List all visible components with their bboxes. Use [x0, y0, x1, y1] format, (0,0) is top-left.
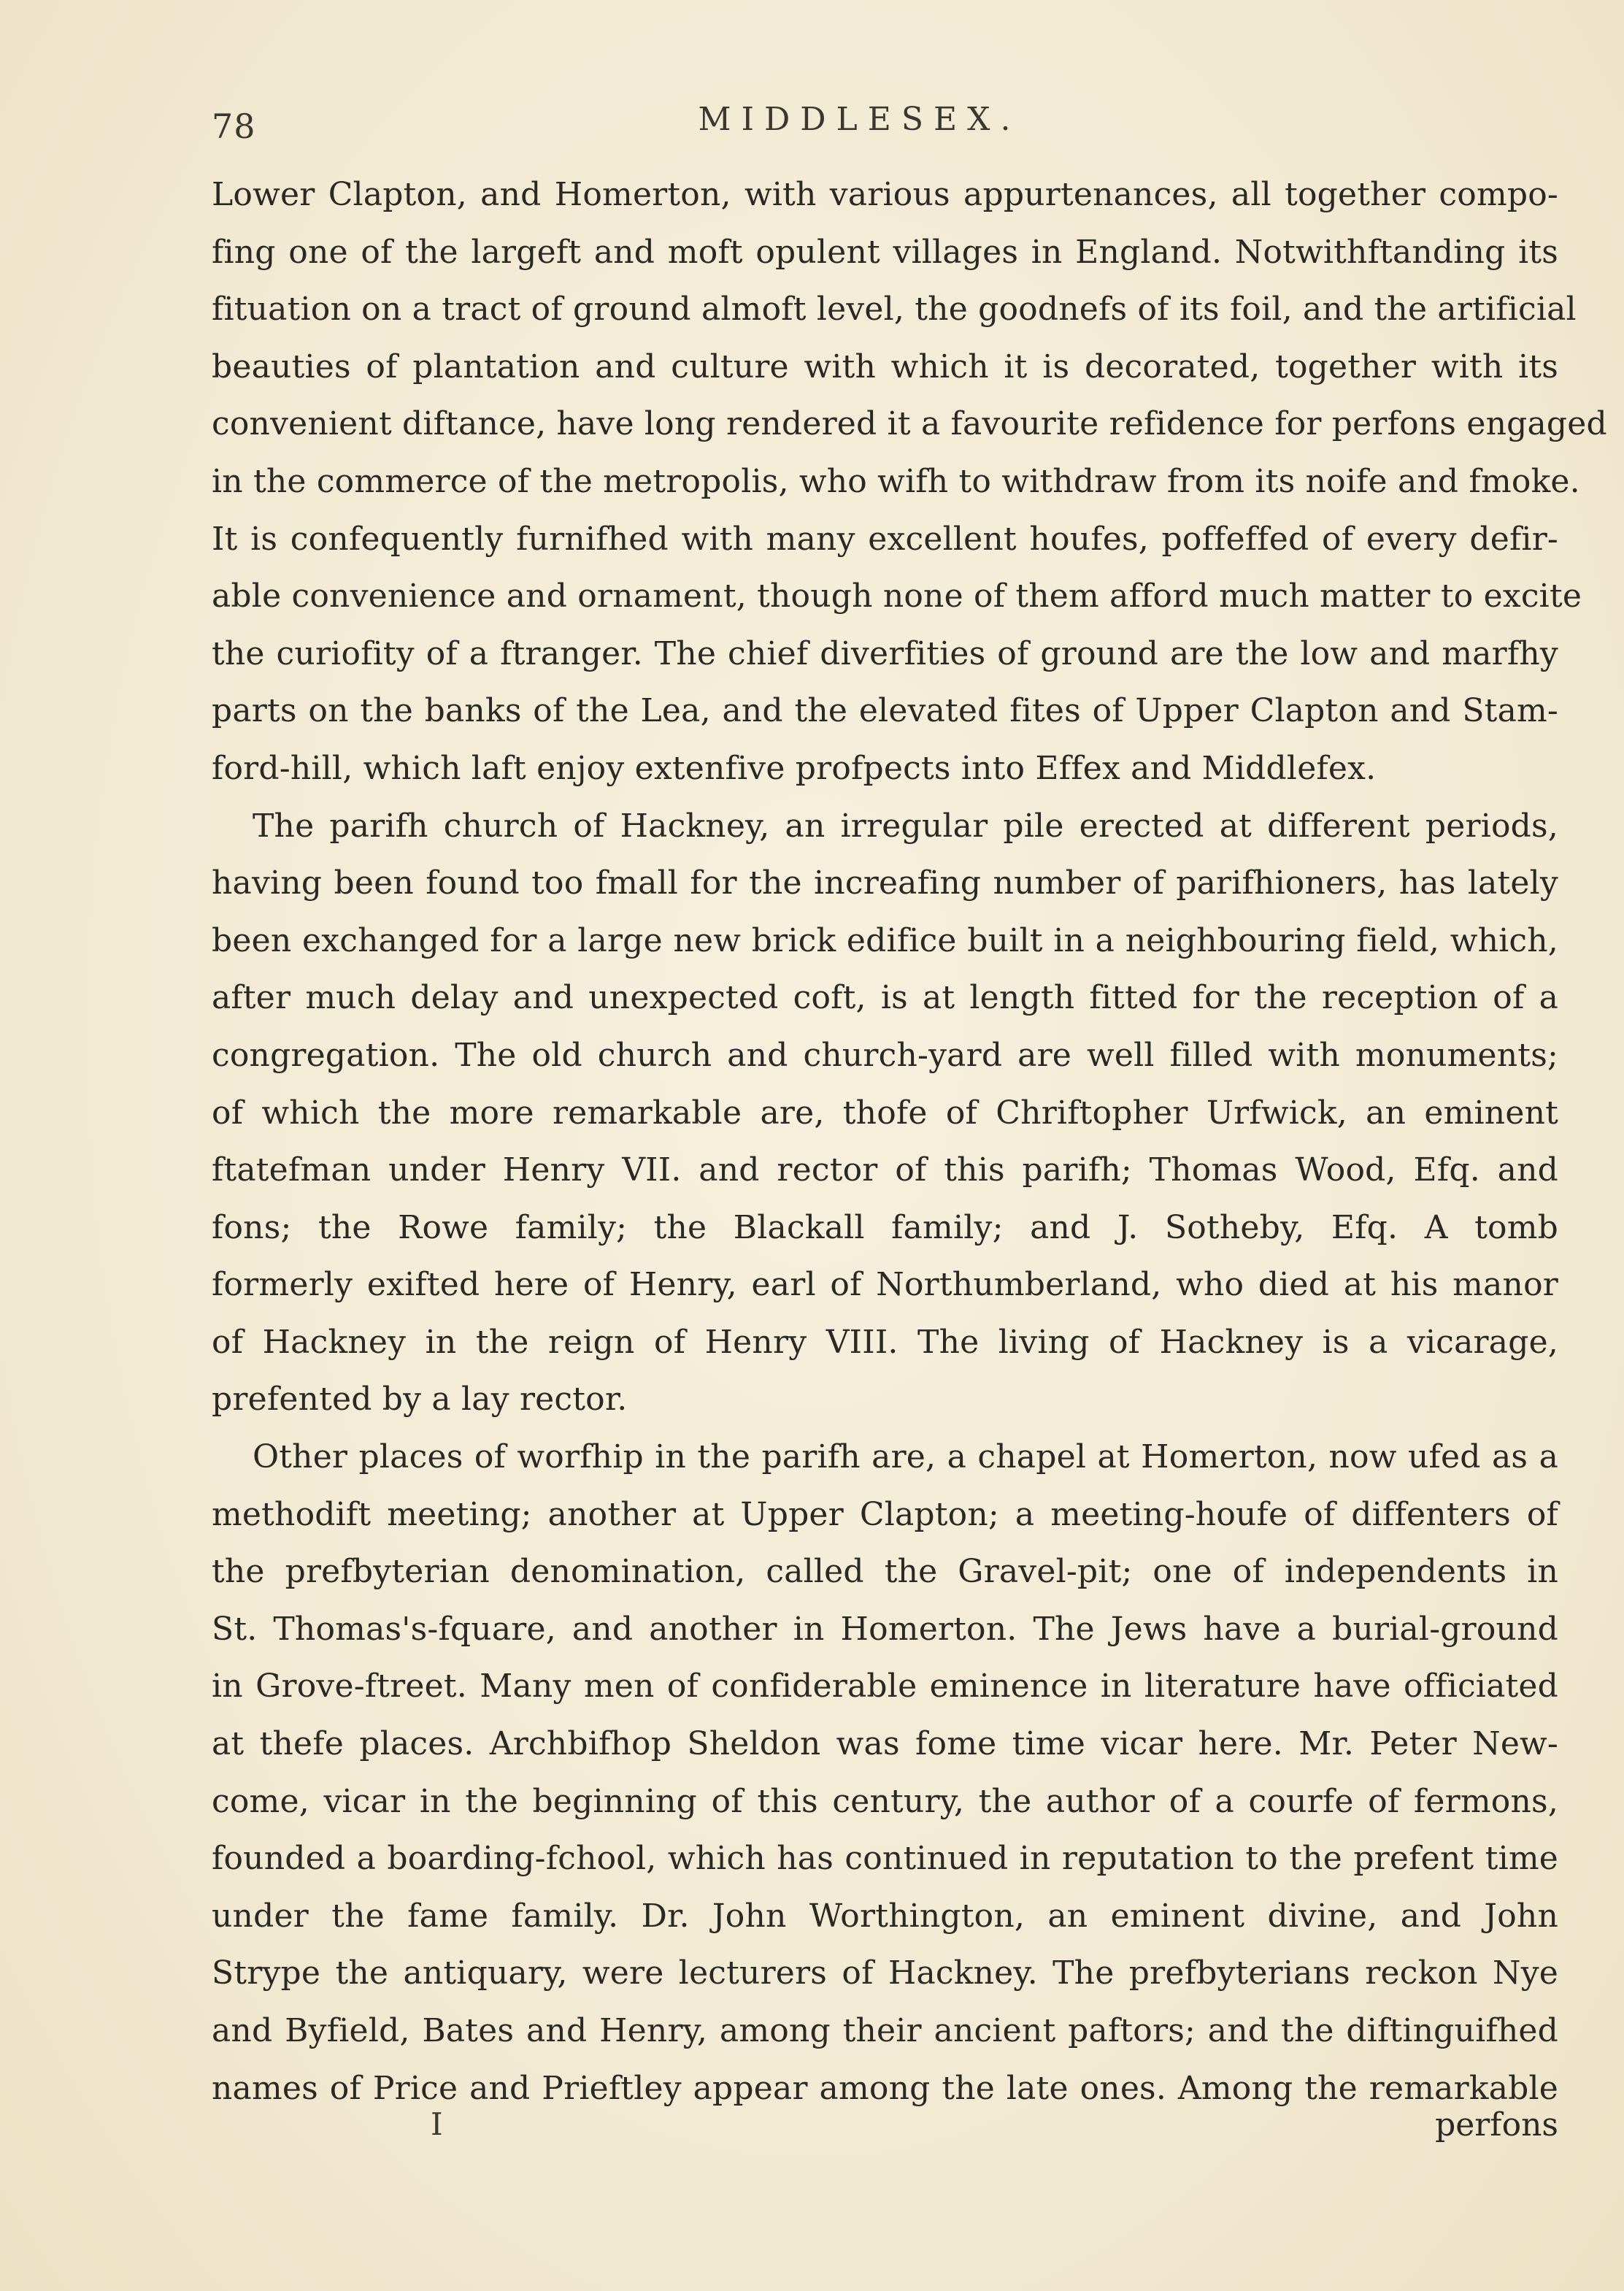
text-line: Strype the antiquary, were lecturers of Hackney. The prefbyterians reckon Nye	[212, 1954, 1558, 1992]
paragraph-2	[212, 798, 1558, 1430]
text-line: ftatefman under Henry VII. and rector of this parifh; Thomas Wood, Efq. and	[212, 1151, 1558, 1189]
text-line: ford-hill, which laft enjoy extenfive profpects into Effex and Middlefex.	[212, 749, 1377, 787]
text-line: come, vicar in the beginning of this century, the author of a courfe of fermons,	[212, 1782, 1558, 1820]
text-line: It is confequently furnifhed with many excellent houfes, poffeffed of every defir-	[212, 520, 1558, 558]
text-line: in Grove-ftreet. Many men of confiderable eminence in literature have officiated	[212, 1668, 1558, 1705]
text-line: names of Price and Prieftley appear among the late ones. Among the remarkable	[212, 2069, 1558, 2107]
page-footer	[212, 2106, 1558, 2165]
text-line: methodift meeting; another at Upper Clapton; a meeting-houfe of diffenters of	[212, 1495, 1558, 1533]
text-line: and Byfield, Bates and Henry, among their ancient paftors; and the diftinguifhed	[212, 2012, 1558, 2049]
text-line: fons; the Rowe family; the Blackall family; and J. Sotheby, Efq. A tomb	[212, 1208, 1558, 1246]
text-line: St. Thomas's-fquare, and another in Homerton. The Jews have a burial-ground	[212, 1610, 1558, 1648]
text-line: after much delay and unexpected coft, is at length fitted for the reception of a	[212, 979, 1558, 1017]
text-line: of Hackney in the reign of Henry VIII. The living of Hackney is a vicarage,	[212, 1323, 1558, 1361]
text-line: the curiofity of a ftranger. The chief diverfities of ground are the low and marfhy	[212, 634, 1558, 672]
text-line: Lower Clapton, and Homerton, with various appurtenances, all together compo-	[212, 176, 1558, 213]
running-head: MIDDLESEX.	[698, 101, 1021, 138]
text-line: able convenience and ornament, though none of them afford much matter to excite	[212, 577, 1582, 615]
text-line: fituation on a tract of ground almoft level, the goodnefs of its foil, and the artificial	[212, 291, 1577, 329]
text-line: convenient diftance, have long rendered it a favourite refidence for perfons engaged	[212, 405, 1607, 443]
text-line: in the commerce of the metropolis, who wifh to withdraw from its noife and fmoke.	[212, 462, 1580, 500]
text-line: The parifh church of Hackney, an irregular pile erected at different periods,	[253, 807, 1558, 845]
catchword: perfons	[1435, 2106, 1558, 2144]
text-line: formerly exifted here of Henry, earl of Northumberland, who died at his manor	[212, 1266, 1558, 1304]
text-line: fing one of the largeft and moft opulent villages in England. Notwithftanding its	[212, 233, 1558, 271]
text-line: congregation. The old church and church-yard are well filled with monuments;	[212, 1036, 1558, 1074]
text-line: at thefe places. Archbifhop Sheldon was fome time vicar here. Mr. Peter New-	[212, 1725, 1558, 1763]
text-line: having been found too fmall for the increafing number of parifhioners, has lately	[212, 864, 1558, 902]
text-line: of which the more remarkable are, thofe of Chriftopher Urfwick, an eminent	[212, 1094, 1558, 1132]
text-line: under the fame family. Dr. John Worthington, an eminent divine, and John	[212, 1897, 1558, 1935]
text-line: the prefbyterian denomination, called the Gravel-pit; one of independents in	[212, 1553, 1558, 1591]
text-line: parts on the banks of the Lea, and the elevated fites of Upper Clapton and Stam-	[212, 692, 1558, 730]
body-text	[212, 166, 1607, 2117]
text-line: been exchanged for a large new brick edifice built in a neighbouring field, which,	[212, 921, 1558, 959]
paragraph-3	[212, 1429, 1558, 2117]
signature-mark: I	[431, 2106, 443, 2142]
text-line: prefented by a lay rector.	[212, 1381, 628, 1419]
text-line: Other places of worfhip in the parifh are, a chapel at Homerton, now ufed as a	[253, 1438, 1558, 1476]
text-line: founded a boarding-fchool, which has continued in reputation to the prefent time	[212, 1840, 1558, 1878]
page-number: 78	[212, 107, 256, 146]
text-line: beauties of plantation and culture with which it is decorated, together with its	[212, 348, 1558, 385]
paragraph-1	[212, 166, 1607, 798]
page-header	[212, 88, 1507, 146]
